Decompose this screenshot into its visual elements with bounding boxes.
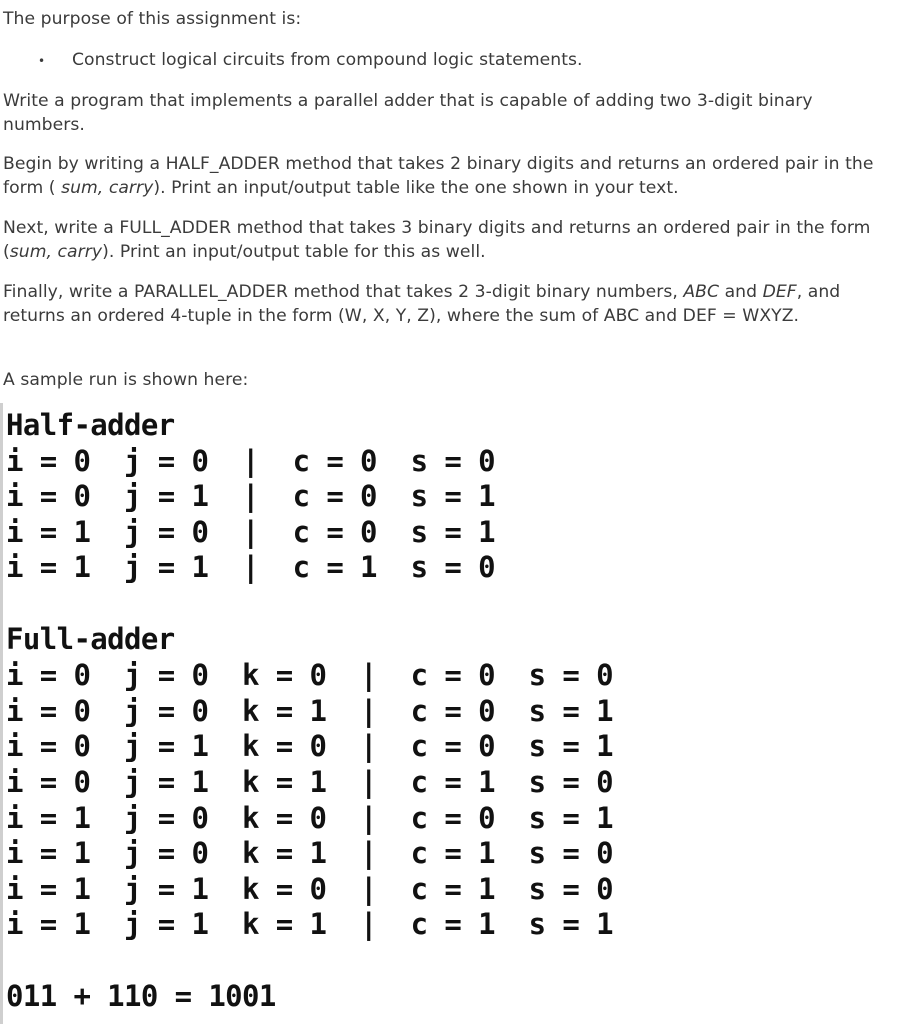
parallel-adder-result: 011 + 110 = 1001 <box>6 979 276 1013</box>
parallel-adder-and: and <box>719 282 763 302</box>
full-adder-row: i = 1 j = 0 k = 0 | c = 0 s = 1 <box>6 801 613 835</box>
paragraph-parallel-adder <box>3 280 901 328</box>
sample-run-label: A sample run is shown here: <box>3 370 249 390</box>
half-adder-row: i = 1 j = 1 | c = 1 s = 0 <box>6 550 495 584</box>
full-adder-row: i = 0 j = 0 k = 1 | c = 0 s = 1 <box>6 694 613 728</box>
full-adder-text-end: ). Print an input/output table for this as well. <box>102 242 486 262</box>
paragraph-half-adder <box>3 152 883 200</box>
half-adder-row: i = 1 j = 0 | c = 0 s = 1 <box>6 515 495 549</box>
sample-run-output <box>0 403 900 1024</box>
paragraph-full-adder <box>3 216 883 264</box>
half-adder-row: i = 0 j = 1 | c = 0 s = 1 <box>6 479 495 513</box>
bullet-icon: • <box>38 54 46 68</box>
bullet-text: Construct logical circuits from compound logic statements. <box>72 50 583 70</box>
full-adder-text-emphasis: sum, carry <box>9 242 103 262</box>
full-adder-row: i = 1 j = 0 k = 1 | c = 1 s = 0 <box>6 836 613 870</box>
half-adder-text-start: Begin by writing a HALF_ADDER method that takes 2 binary digits and returns an ordered pair in the form ( <box>3 154 874 198</box>
half-adder-text-emphasis: sum, carry <box>61 178 154 198</box>
half-adder-title: Half-adder <box>6 408 175 442</box>
full-adder-title: Full-adder <box>6 622 175 656</box>
full-adder-row: i = 0 j = 0 k = 0 | c = 0 s = 0 <box>6 658 613 692</box>
parallel-adder-text-end: , and returns an ordered 4-tuple in the form (W, X, Y, Z), where the sum of ABC and DEF = WXYZ. <box>3 282 841 326</box>
parallel-adder-def: DEF <box>762 282 797 302</box>
full-adder-text-start: Next, write a FULL_ADDER method that takes 3 binary digits and returns an ordered pair in the form ( <box>3 218 871 262</box>
full-adder-row: i = 1 j = 1 k = 0 | c = 1 s = 0 <box>6 872 613 906</box>
intro-text: The purpose of this assignment is: <box>3 9 302 29</box>
half-adder-row: i = 0 j = 0 | c = 0 s = 0 <box>6 444 495 478</box>
parallel-adder-text-start: Finally, write a PARALLEL_ADDER method that takes 2 3-digit binary numbers, <box>3 282 684 302</box>
bullet-list-item <box>3 48 583 72</box>
half-adder-text-end: ). Print an input/output table like the one shown in your text. <box>153 178 679 198</box>
full-adder-row: i = 1 j = 1 k = 1 | c = 1 s = 1 <box>6 907 613 941</box>
full-adder-row: i = 0 j = 1 k = 0 | c = 0 s = 1 <box>6 729 613 763</box>
parallel-adder-abc: ABC <box>683 282 720 302</box>
full-adder-row: i = 0 j = 1 k = 1 | c = 1 s = 0 <box>6 765 613 799</box>
paragraph-program: Write a program that implements a parallel adder that is capable of adding two 3-digit binary numbers. <box>3 91 813 135</box>
